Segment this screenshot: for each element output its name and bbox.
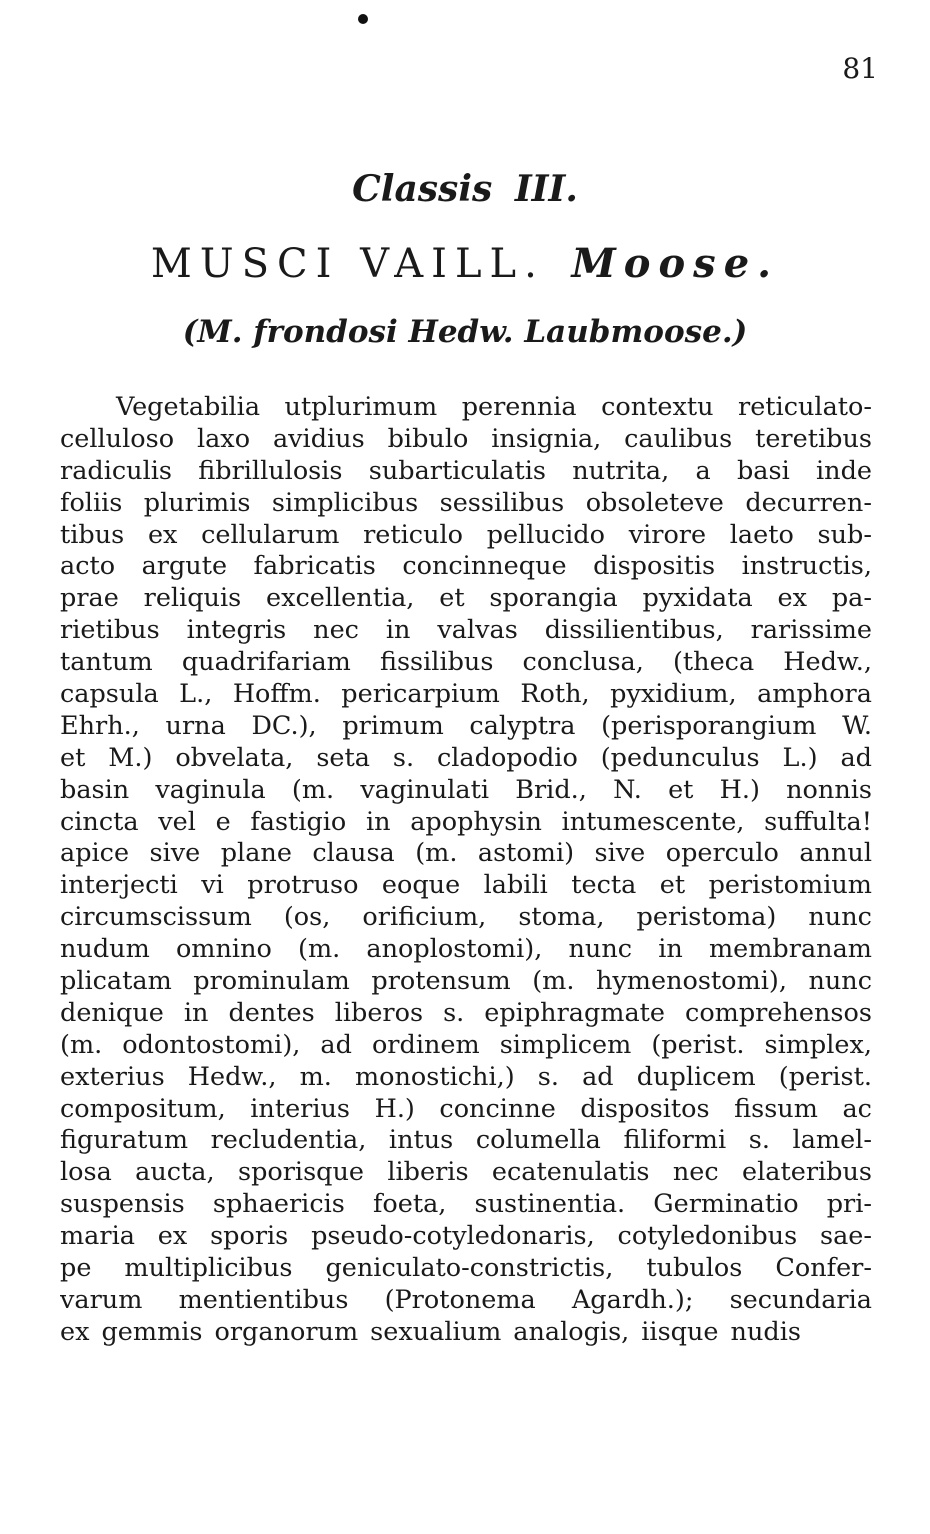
text-line: maria ex sporis pseudo-cotyledonaris, cotyledonibus sae- <box>60 1221 872 1252</box>
text-line: Vegetabilia utplurimum perennia contextu reticulato- <box>116 392 872 422</box>
text-line: (m. odontostomi), ad ordinem simplicem (perist. simplex, <box>60 1029 872 1060</box>
text-line: cincta vel e fastigio in apophysin intumescente, suffulta! <box>60 806 872 837</box>
text-line: tibus ex cellularum reticulo pellucido virore laeto sub- <box>60 519 872 550</box>
title-german: Moose. <box>571 240 780 287</box>
text-line: compositum, interius H.) concinne dispositos fissum ac <box>60 1093 872 1124</box>
ink-dot <box>358 14 368 24</box>
text-line: celluloso laxo avidius bibulo insignia, caulibus teretibus <box>60 423 872 454</box>
text-line: foliis plurimis simplicibus sessilibus obsoleteve decurren- <box>60 487 872 518</box>
text-line: apice sive plane clausa (m. astomi) sive operculo annul <box>60 838 872 869</box>
title-latin: MUSCI VAILL. <box>150 241 545 287</box>
text-line: acto argute fabricatis concinneque dispositis instructis, <box>60 551 872 582</box>
text-line: basin vaginula (m. vaginulati Brid., N. et H.) nonnis <box>60 774 872 805</box>
text-line: nudum omnino (m. anoplostomi), nunc in membranam <box>60 934 872 965</box>
text-line: tantum quadrifariam fissilibus conclusa, (theca Hedw., <box>60 647 872 678</box>
text-line: pe multiplicibus geniculato-constrictis, tubulos Confer- <box>60 1253 872 1284</box>
text-line: suspensis sphaericis foeta, sustinentia. Germinatio pri- <box>60 1189 872 1220</box>
text-line: Ehrh., urna DC.), primum calyptra (perisporangium W. <box>60 710 872 741</box>
section-subtitle: (M. frondosi Hedw. Laubmoose.) <box>182 314 748 350</box>
page-number: 81 <box>842 52 878 85</box>
text-line: rietibus integris nec in valvas dissilientibus, rarissime <box>60 615 872 646</box>
class-word: Classis <box>352 168 493 210</box>
text-line: denique in dentes liberos s. epiphragmate comprehensos <box>60 997 872 1028</box>
class-heading <box>0 168 930 210</box>
text-line: losa aucta, sporisque liberis ecatenulatis nec elateribus <box>60 1157 872 1188</box>
body-paragraph <box>60 392 872 1349</box>
text-line: capsula L., Hoffm. pericarpium Roth, pyxidium, amphora <box>60 679 872 710</box>
text-line: figuratum recludentia, intus columella filiformi s. lamel- <box>60 1125 872 1156</box>
text-line: varum mentientibus (Protonema Agardh.); secundaria <box>60 1284 872 1315</box>
text-line: interjecti vi protruso eoque labili tecta et peristomium <box>60 870 872 901</box>
text-line: circumscissum (os, orificium, stoma, peristoma) nunc <box>60 902 872 933</box>
class-number: III. <box>514 168 578 210</box>
text-line: radiculis fibrillulosis subarticulatis nutrita, a basi inde <box>60 455 872 486</box>
text-line: plicatam prominulam protensum (m. hymenostomi), nunc <box>60 966 872 997</box>
text-line: et M.) obvelata, seta s. cladopodio (pedunculus L.) ad <box>60 742 872 773</box>
text-line: prae reliquis excellentia, et sporangia pyxidata ex pa- <box>60 583 872 614</box>
text-line: exterius Hedw., m. monostichi,) s. ad duplicem (perist. <box>60 1061 872 1092</box>
section-title <box>0 240 930 287</box>
text-line: ex gemmis organorum sexualium analogis, iisque nudis <box>60 1316 801 1347</box>
